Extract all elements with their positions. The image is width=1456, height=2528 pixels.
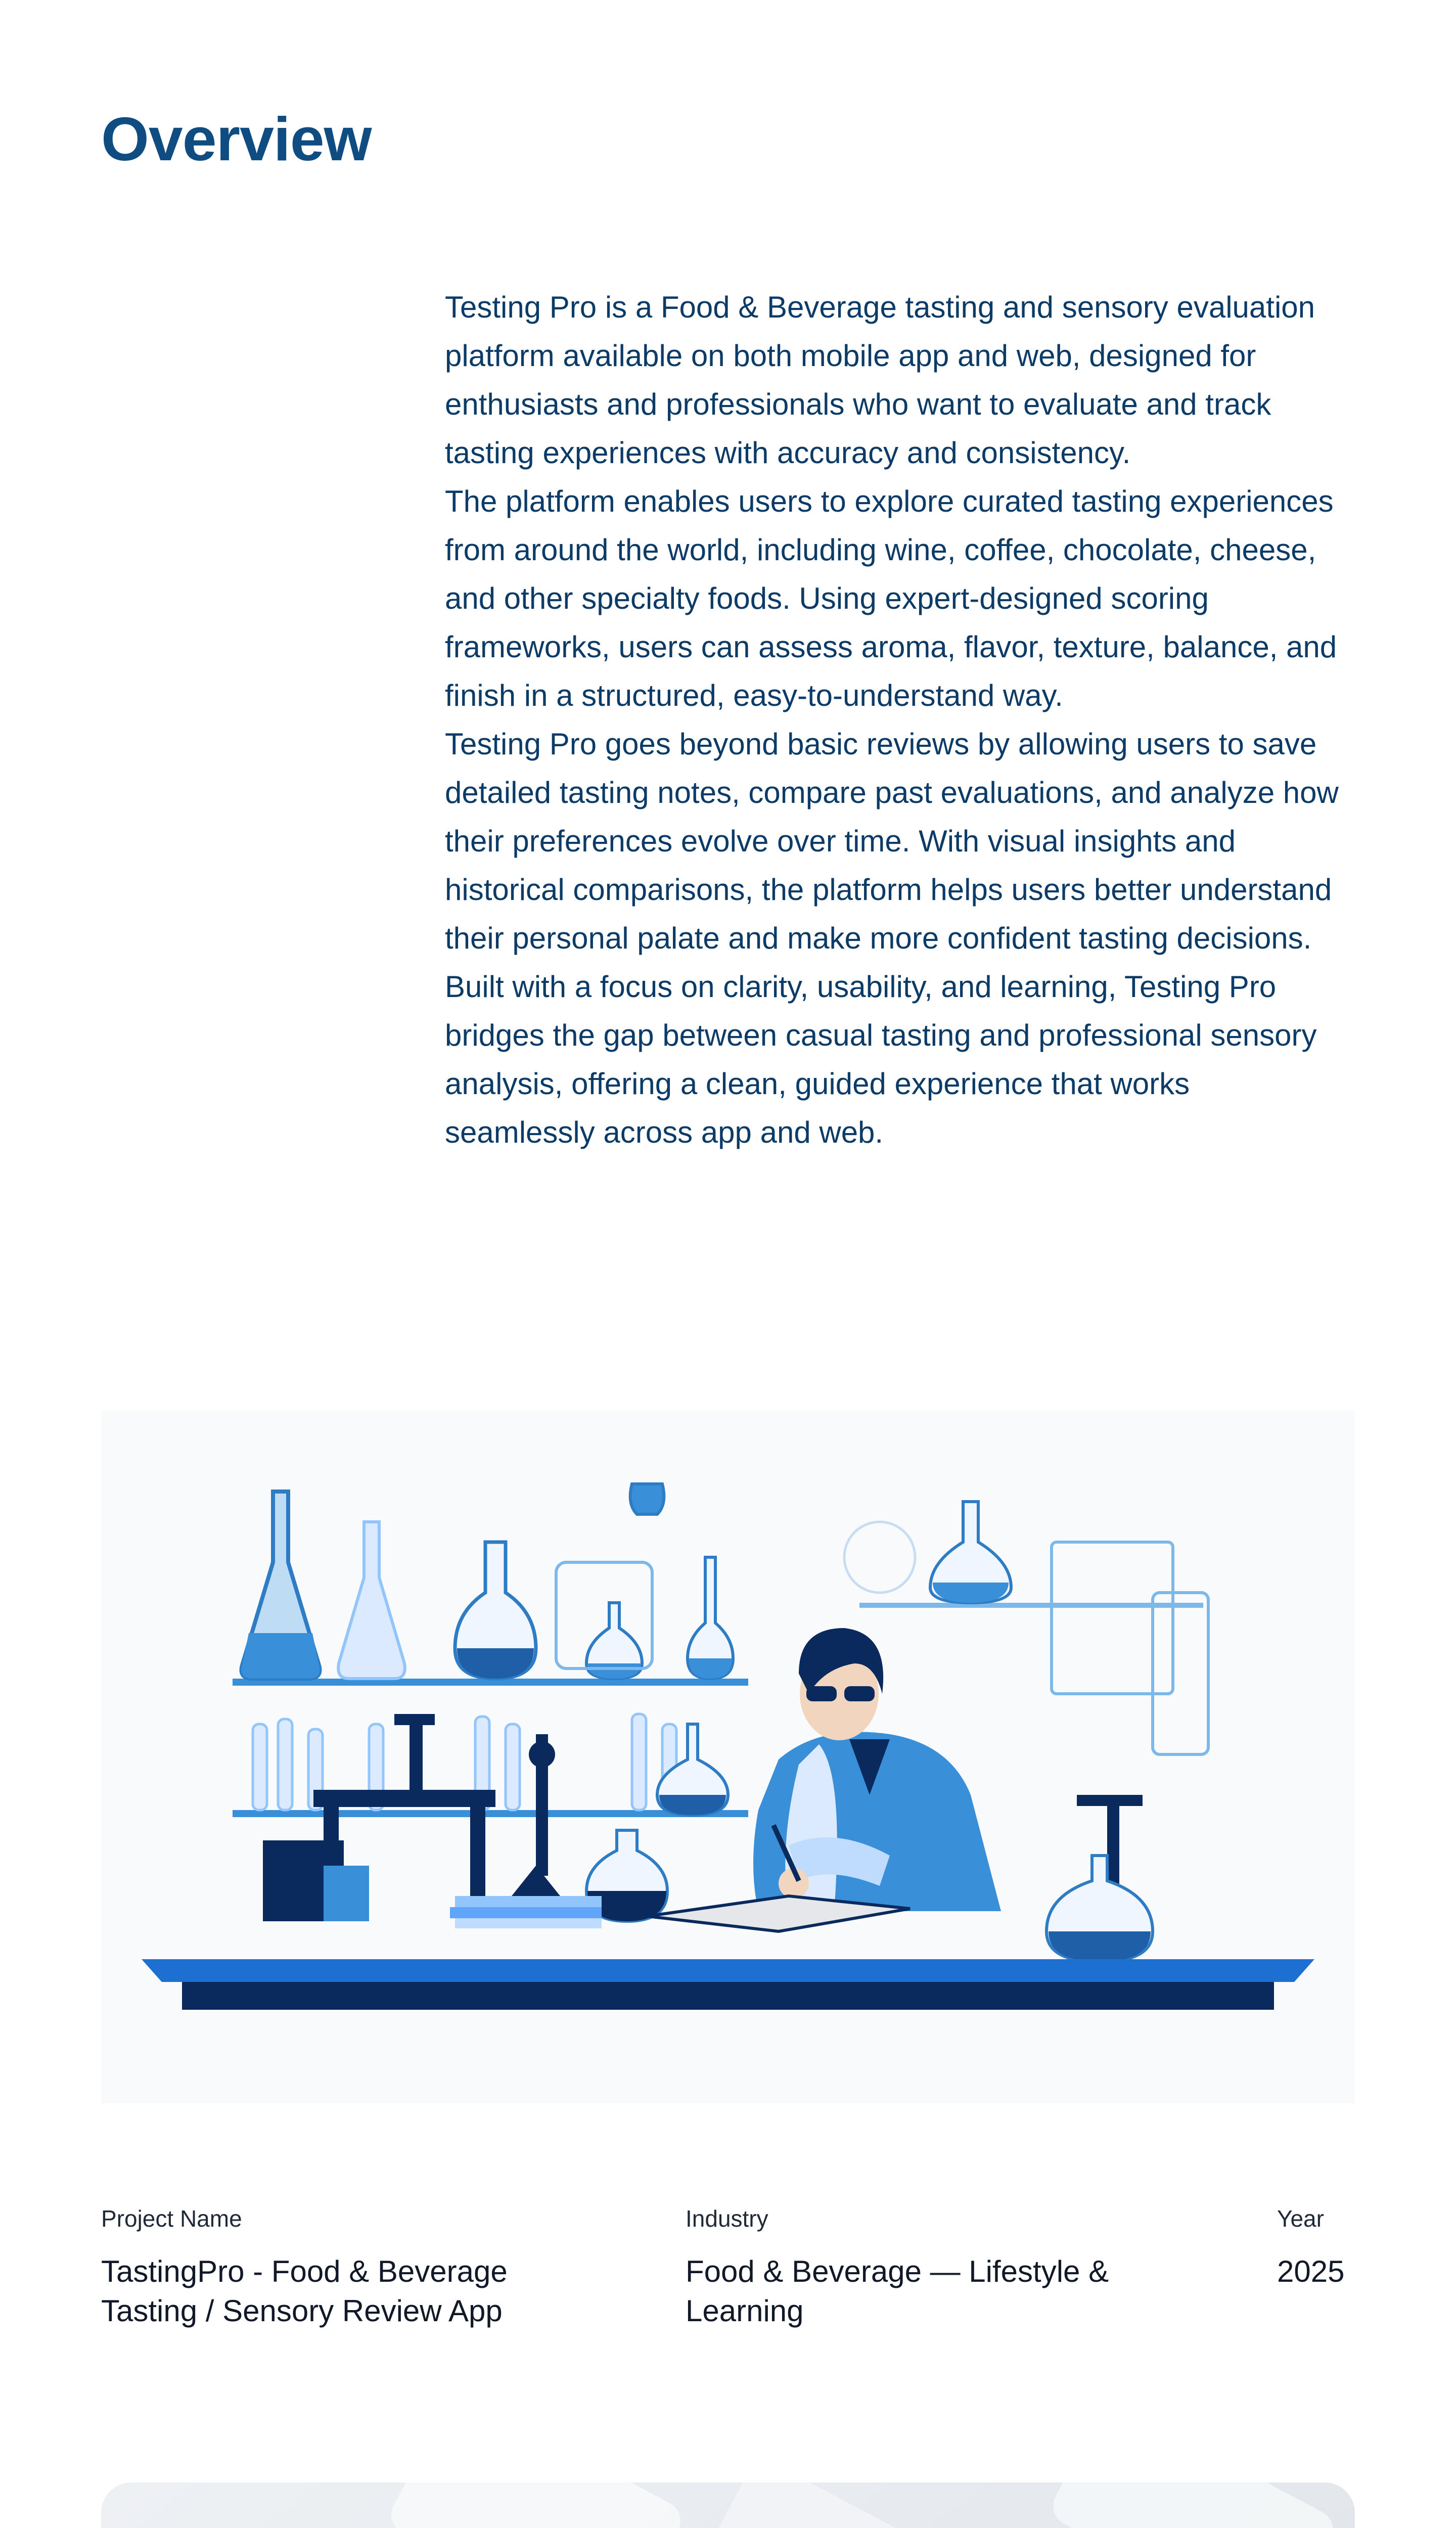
page-title: Overview — [101, 105, 372, 173]
intro-paragraph-4: Built with a focus on clarity, usability, and learning, Testing Pro bridges the gap between casual tasting and professional sensory analysis, offering a clean, guided experience that works seamlessly across app and web. — [445, 970, 1317, 1149]
industry-label: Industry — [686, 2205, 768, 2232]
app-mockup-scene — [101, 2482, 1355, 2528]
intro-paragraph-3: Testing Pro goes beyond basic reviews by allowing users to save detailed tasting notes, compare past evaluations, and analyze how their preferences evolve over time. With visual insights and historical comparisons, the platform helps users better understand their personal palate and make more confident tasting decisions. — [445, 727, 1339, 955]
year-label: Year — [1277, 2205, 1324, 2232]
intro-text — [445, 283, 1345, 1157]
industry-value: Food & Beverage — Lifestyle & Learning — [686, 2254, 1109, 2328]
project-meta — [101, 2204, 1355, 2356]
hero-lab-illustration — [101, 1411, 1355, 2103]
intro-paragraph-1: Testing Pro is a Food & Beverage tasting and sensory evaluation platform available on both mobile app and web, designed for enthusiasts and professionals who want to evaluate and track tasting experiences with accuracy and consistency. — [445, 290, 1315, 470]
project-name-label: Project Name — [101, 2205, 242, 2232]
intro-paragraph-2: The platform enables users to explore curated tasting experiences from around the world, including wine, coffee, chocolate, cheese, and other specialty foods. Using expert-designed scoring frameworks, users can assess aroma, flavor, texture, balance, and finish in a structured, easy-to-understand way. — [445, 484, 1337, 712]
project-name-column — [101, 2204, 607, 2331]
project-name-value: TastingPro - Food & Beverage Tasting / Sensory Review App — [101, 2254, 508, 2328]
year-column — [1277, 2204, 1355, 2291]
mockup-svg — [101, 2482, 1355, 2528]
industry-column — [686, 2204, 1130, 2331]
year-value: 2025 — [1277, 2254, 1345, 2288]
lab-scene-svg — [101, 1411, 1355, 2103]
